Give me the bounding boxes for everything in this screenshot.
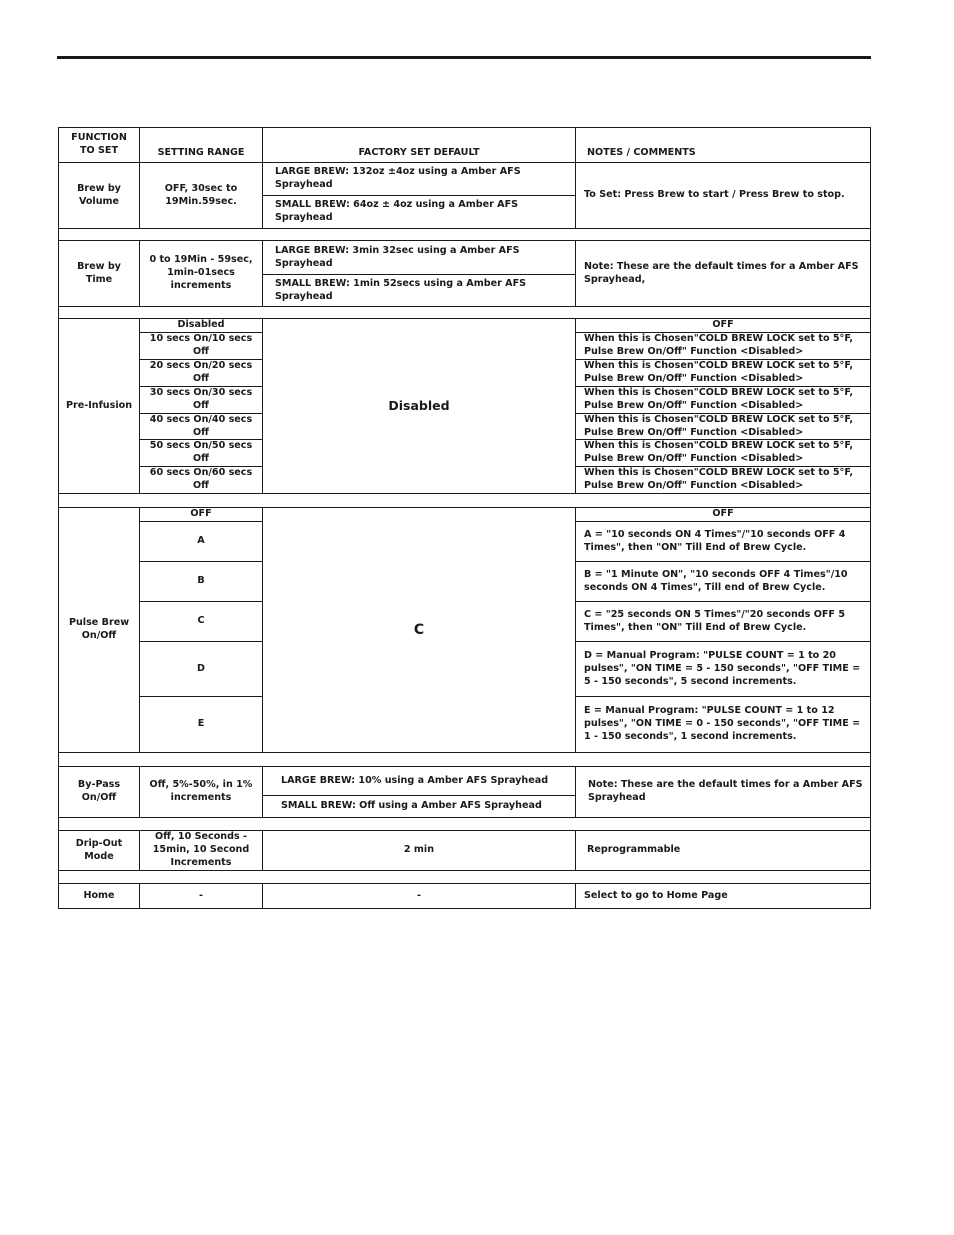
preinfusion-range: 40 secs On/40 secs Off — [140, 413, 263, 440]
time-range: 0 to 19Min - 59sec, 1min-01secs increments — [140, 241, 263, 307]
bypass-large: LARGE BREW: 10% using a Amber AFS Sprayhead — [263, 767, 576, 796]
bypass-label: By-Pass On/Off — [59, 767, 140, 818]
header-function: FUNCTION TO SET — [59, 128, 140, 163]
pulse-note: D = Manual Program: "PULSE COUNT = 1 to 20 pulses", "ON TIME = 5 - 150 seconds", "OFF TIME = 5 - 150 seconds", 5 second increments. — [576, 642, 871, 697]
preinfusion-note: OFF — [576, 319, 871, 333]
home-note: Select to go to Home Page — [576, 884, 871, 909]
pulse-label: Pulse Brew On/Off — [59, 508, 140, 753]
preinfusion-default: Disabled — [263, 319, 576, 494]
row-gap — [59, 818, 871, 831]
pulse-range: C — [140, 602, 263, 642]
preinfusion-label: Pre-Infusion — [59, 319, 140, 494]
bypass-small: SMALL BREW: Off using a Amber AFS Sprayhead — [263, 796, 576, 818]
dripout-note: Reprogrammable — [576, 831, 871, 871]
pulse-note: B = "1 Minute ON", "10 seconds OFF 4 Times"/10 seconds ON 4 Times", Till end of Brew Cycle. — [576, 562, 871, 602]
time-large: LARGE BREW: 3min 32sec using a Amber AFS Sprayhead — [263, 241, 576, 275]
header-default: FACTORY SET DEFAULT — [263, 128, 576, 163]
preinfusion-range: 20 secs On/20 secs Off — [140, 359, 263, 386]
table-row — [59, 831, 871, 871]
preinfusion-note: When this is Chosen"COLD BREW LOCK set to 5°F, Pulse Brew On/Off" Function <Disabled> — [576, 386, 871, 413]
time-small: SMALL BREW: 1min 52secs using a Amber AFS Sprayhead — [263, 275, 576, 307]
preinfusion-range: 30 secs On/30 secs Off — [140, 386, 263, 413]
volume-small: SMALL BREW: 64oz ± 4oz using a Amber AFS Sprayhead — [263, 196, 576, 229]
dripout-range: Off, 10 Seconds - 15min, 10 Second Increments — [140, 831, 263, 871]
row-gap — [59, 871, 871, 884]
row-gap — [59, 307, 871, 319]
volume-note: To Set: Press Brew to start / Press Brew to stop. — [576, 163, 871, 229]
pulse-range: OFF — [140, 508, 263, 522]
preinfusion-note: When this is Chosen"COLD BREW LOCK set to 5°F, Pulse Brew On/Off" Function <Disabled> — [576, 413, 871, 440]
preinfusion-range: 50 secs On/50 secs Off — [140, 440, 263, 467]
home-range: - — [140, 884, 263, 909]
table-header — [59, 128, 871, 163]
pulse-note: OFF — [576, 508, 871, 522]
preinfusion-range: Disabled — [140, 319, 263, 333]
home-default: - — [263, 884, 576, 909]
row-gap — [59, 494, 871, 508]
preinfusion-note: When this is Chosen"COLD BREW LOCK set to 5°F, Pulse Brew On/Off" Function <Disabled> — [576, 359, 871, 386]
dripout-label: Drip-Out Mode — [59, 831, 140, 871]
preinfusion-note: When this is Chosen"COLD BREW LOCK set to 5°F, Pulse Brew On/Off" Function <Disabled> — [576, 332, 871, 359]
time-label: Brew by Time — [59, 241, 140, 307]
volume-range: OFF, 30sec to 19Min.59sec. — [140, 163, 263, 229]
pulse-note: A = "10 seconds ON 4 Times"/"10 seconds OFF 4 Times", then "ON" Till End of Brew Cycle. — [576, 522, 871, 562]
pulse-note: E = Manual Program: "PULSE COUNT = 1 to 12 pulses", "ON TIME = 0 - 150 seconds", "OFF TIME = 1 - 150 seconds", 1 second increments. — [576, 697, 871, 753]
table-row — [59, 163, 871, 196]
dripout-default: 2 min — [263, 831, 576, 871]
bypass-note: Note: These are the default times for a Amber AFS Sprayhead — [576, 767, 871, 818]
table-row — [59, 508, 871, 522]
preinfusion-range: 60 secs On/60 secs Off — [140, 467, 263, 494]
table-row — [59, 319, 871, 333]
row-gap — [59, 229, 871, 241]
table-row — [59, 241, 871, 275]
pulse-note: C = "25 seconds ON 5 Times"/"20 seconds OFF 5 Times", then "ON" Till End of Brew Cycle. — [576, 602, 871, 642]
bypass-range: Off, 5%-50%, in 1% increments — [140, 767, 263, 818]
header-notes: NOTES / COMMENTS — [576, 128, 871, 163]
preinfusion-range: 10 secs On/10 secs Off — [140, 332, 263, 359]
header-range: SETTING RANGE — [140, 128, 263, 163]
pulse-default: C — [263, 508, 576, 753]
preinfusion-note: When this is Chosen"COLD BREW LOCK set to 5°F, Pulse Brew On/Off" Function <Disabled> — [576, 467, 871, 494]
table-row — [59, 767, 871, 796]
time-note: Note: These are the default times for a Amber AFS Sprayhead, — [576, 241, 871, 307]
top-rule — [57, 56, 871, 59]
table-row — [59, 884, 871, 909]
row-gap — [59, 753, 871, 767]
volume-label: Brew by Volume — [59, 163, 140, 229]
pulse-range: A — [140, 522, 263, 562]
volume-large: LARGE BREW: 132oz ±4oz using a Amber AFS Sprayhead — [263, 163, 576, 196]
home-label: Home — [59, 884, 140, 909]
preinfusion-note: When this is Chosen"COLD BREW LOCK set to 5°F, Pulse Brew On/Off" Function <Disabled> — [576, 440, 871, 467]
settings-table — [58, 127, 871, 909]
pulse-range: E — [140, 697, 263, 753]
pulse-range: B — [140, 562, 263, 602]
pulse-range: D — [140, 642, 263, 697]
